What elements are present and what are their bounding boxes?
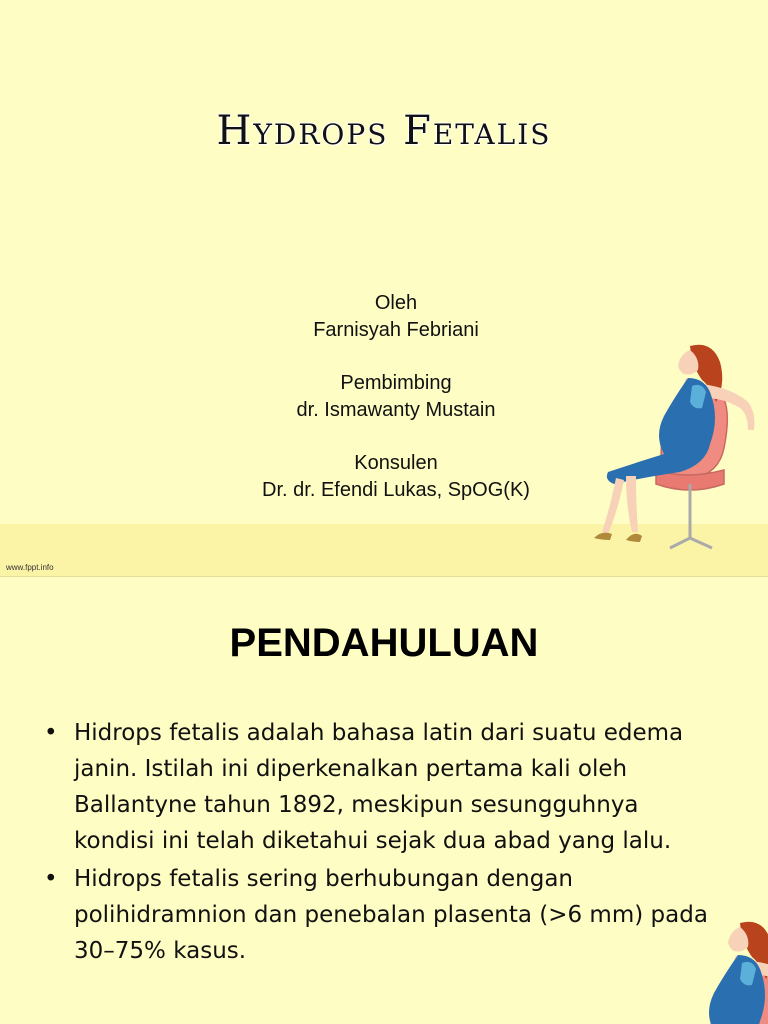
footer-url: www.fppt.info bbox=[6, 563, 54, 572]
pregnant-woman-in-chair-icon bbox=[590, 338, 768, 568]
author-name: Farnisyah Febriani bbox=[313, 319, 479, 341]
bullet-text: Hidrops fetalis sering berhubungan dengan polihidramnion dan penebalan plasenta (>6 mm) pada 30–75% kasus. bbox=[74, 866, 708, 964]
supervisor-name: dr. Ismawanty Mustain bbox=[296, 399, 496, 421]
bullet-text: Hidrops fetalis adalah bahasa latin dari suatu edema janin. Istilah ini diperkenalkan pertama kali oleh Ballantyne tahun 1892, meskipun sesungguhnya kondisi ini telah diketahui sejak dua abad yang lalu. bbox=[74, 720, 684, 854]
supervisor-label: Pembimbing bbox=[340, 372, 452, 394]
slide-title: Hydrops Fetalis bbox=[216, 108, 552, 154]
credits-block bbox=[206, 290, 586, 504]
author-label: Oleh bbox=[374, 292, 418, 314]
bullet-list bbox=[44, 715, 724, 971]
slide-title: PENDAHULUAN bbox=[229, 621, 539, 665]
consultant-label: Konsulen bbox=[354, 452, 438, 474]
bullet-glyph: • bbox=[44, 720, 58, 746]
pregnant-woman-in-chair-icon bbox=[650, 915, 768, 1024]
list-item bbox=[44, 861, 724, 969]
consultant-name: Dr. dr. Efendi Lukas, SpOG(K) bbox=[262, 479, 530, 501]
content-slide bbox=[0, 576, 768, 1024]
bullet-glyph: • bbox=[44, 866, 58, 892]
list-item bbox=[44, 715, 724, 859]
